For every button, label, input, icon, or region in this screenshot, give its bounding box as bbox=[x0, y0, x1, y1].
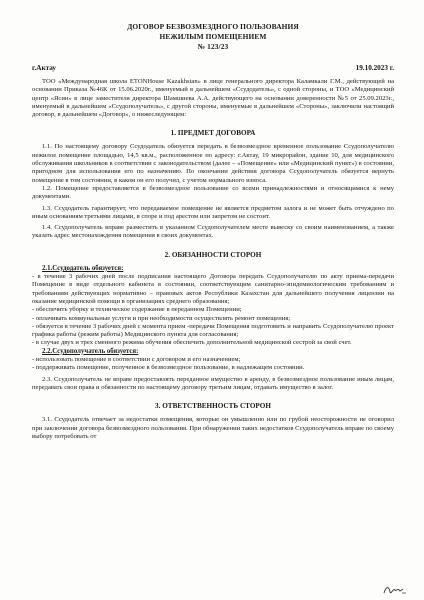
clause-2-3: 2.3. Ссудополучатель не вправе предоставлять переданное имущество в аренду, в безвозмездное пользование иным лицам, передавать свои права и обязанности по настоящему договору третьим лицам, отдавать имущество в залог. bbox=[32, 375, 394, 391]
contract-title-line2: НЕЖИЛЫМ ПОМЕЩЕНИЕМ bbox=[159, 32, 267, 41]
section-3-title: 3. ОТВЕТСТВЕННОСТЬ СТОРОН bbox=[155, 402, 271, 411]
contract-header bbox=[32, 22, 394, 52]
clause-2-1-item: - в течение 3 рабочих дней после подписания настоящего Договора передать Ссудополучателю по акту приема-передачи Помещение в виде отдельного кабинета в состоянии, соответствующим санитарно-эпидемиологическим требованиям и требованиям действующих нормативно – правовых актов Республики Казахстан для дальнейшего получения лицензии на оказание медицинской помощи в организациях среднего образования; bbox=[32, 273, 394, 305]
clause-1-3: 1.3. Ссудодатель гарантирует, что передаваемое помещение не является предметом залога и не может быть отчуждено по иным основаниям третьими лицами, в споре и под арестом или запретом не состоит. bbox=[32, 204, 394, 220]
city: г.Актау bbox=[32, 64, 57, 72]
clause-2-1-item: - оплачивать коммунальные услуги и при необходимости осуществлять ремонт помещения; bbox=[32, 314, 291, 322]
clause-2-2-heading: 2.2.Ссудополучатель обязуется: bbox=[42, 347, 139, 355]
clause-2-1-item: - обеспечить уборку и техническое содержание в переданном Помещении; bbox=[32, 306, 242, 314]
handwritten-initials-icon bbox=[382, 584, 408, 596]
contract-title-line1: ДОГОВОР БЕЗВОЗМЕЗДНОГО ПОЛЬЗОВАНИЯ bbox=[127, 22, 299, 31]
preamble: ТОО «Международная школа ETONHouse Kazakhstan» в лице генерального директора Каламкали Г.М., действующей на основании Приказа №46К от 15.06.2020г., именуемый в дальнейшем «Ссудодатель», с одной стороны, и ТОО «Медицинский центр «Ясин» в лице заместителя директора Шамшиева А.А. действующего на основании доверенности №5 от 25.09.2023г., именуемый в дальнейшем «Ссудополучатель», с другой стороны, именуемые в дальнейшем «Стороны», заключили настоящий договор, в дальнейшем «Договор», о нижеследующем: bbox=[32, 78, 394, 119]
contract-date: 19.10.2023 г. bbox=[355, 64, 394, 72]
section-2-title: 2. ОБЯЗАННОСТИ СТОРОН bbox=[164, 250, 262, 259]
section-1-title: 1. ПРЕДМЕТ ДОГОВОРА bbox=[170, 129, 256, 138]
clause-2-1-item: - обязуется в течение 3 рабочих дней с момента прием -передачи Помещения подготовить и направить Ссудополучателю проект графика работы (режим работы) Медицинского пункта для согласования; bbox=[32, 322, 394, 339]
clause-1-2: 1.2. Помещение предоставляется в безвозмездное пользование со всеми принадлежностями и относящимися к нему документами. bbox=[32, 184, 394, 201]
clause-2-1-item: - в случае двух и трех сменного режима обучения обеспечить дополнительной медицинской сестрой за свой счет. bbox=[32, 339, 352, 347]
clause-2-2-item: - использовать помещение в соответствии с договором и его назначением; bbox=[32, 356, 241, 364]
clause-1-4: 1.4. Ссудополучатель вправе разместить в указанном Ссудополучателем месте вывеску со своим наименованием, а также указать адрес местонахождения помещения в своих документах. bbox=[32, 224, 394, 240]
place-date-row bbox=[32, 64, 394, 72]
clause-2-1-heading: 2.1.Ссудодатель обязуется: bbox=[42, 264, 124, 272]
clause-3-1: 3.1. Ссудодатель отвечает за недостатки помещения, которые он умышленно или по грубой неосторожности не оговорил при заключении договора безвозмездного пользования. При обнаружении таких недостатков Ссудополучатель вправе по своему выбору потребовать от bbox=[32, 416, 394, 440]
clause-2-2-item: - поддерживать помещение, полученное в безвозмездное пользование, в надлежащем состоянии. bbox=[32, 364, 305, 372]
clause-1-1: 1.1. По настоящему договору Ссудодатель обязуется передать в безвозмездное временное пользование Ссудополучателю нежилое помещение площадью, 14,5 кв.м., расположенное по адресу: г.Актау, 19 микрорайон, здание 10, для медицинского обслуживания школьников в соответствии с законодательством (далее – «Помещение» или «Медицинский пункт») в состоянии, пригодном для использования его по назначению. По окончании действия договора Ссудополучатель обязуется вернуть помещение в том состоянии, в каком он его получил, с учетом нормального износа. bbox=[32, 143, 394, 184]
contract-number: № 123/23 bbox=[197, 42, 229, 51]
